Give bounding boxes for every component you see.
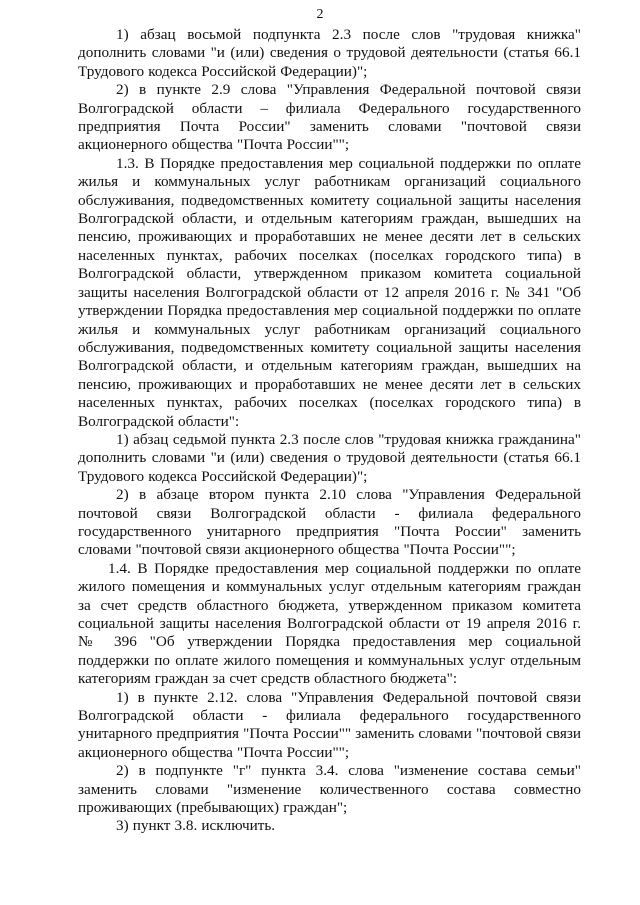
paragraph-3: 1.3. В Порядке предоставления мер социальной поддержки по оплате жилья и коммунальных услуг работникам организаций социального обслуживания, подведомственных комитету социальной защиты населения Волгоградской области, и отдельным категориям граждан, вышедших на пенсию, проживающих и проработавших не менее десяти лет в сельских населенных пунктах, рабочих поселках (поселках городского типа) в Волгоградской области, утвержденном приказом комитета социальной защиты населения Волгоградской области от 12 апреля 2016 г. № 341 "Об утверждении Порядка предоставления мер социальной поддержки по оплате жилья и коммунальных услуг работникам организаций социального обслуживания, подведомственных комитету социальной защиты населения Волгоградской области, и отдельным категориям граждан, вышедших на пенсию, проживающих и проработавших не менее десяти лет в сельских населенных пунктах, рабочих поселках (поселках городского типа) в Волгоградской области": — [78, 154, 581, 430]
document-body — [78, 26, 581, 836]
paragraph-9: 3) пункт 3.8. исключить. — [116, 817, 276, 835]
page-number: 2 — [316, 7, 324, 22]
paragraph-8: 2) в подпункте "г" пункта 3.4. слова "изменение состава семьи" заменить словами "изменение количественного состава совместно проживающих (пребывающих) граждан"; — [78, 762, 581, 817]
paragraph-6: 1.4. В Порядке предоставления мер социальной поддержки по оплате жилого помещения и коммунальных услуг отдельным категориям граждан за счет средств областного бюджета, утвержденном приказом комитета социальной защиты населения Волгоградской области от 19 апреля 2016 г. № 396 "Об утверждении Порядка предоставления мер социальной поддержки по оплате жилого помещения и коммунальных услуг отдельным категориям граждан за счет средств областного бюджета": — [78, 559, 581, 688]
paragraph-1: 1) абзац восьмой подпункта 2.3 после слов "трудовая книжка" дополнить словами "и (или) сведения о трудовой деятельности (статья 66.1 Трудового кодекса Российской Федерации)"; — [78, 26, 581, 80]
paragraph-7: 1) в пункте 2.12. слова "Управления Федеральной почтовой связи Волгоградской области - филиала федерального государственного унитарного предприятия "Почта России"" заменить словами "почтовой связи акционерного общества "Почта России""; — [78, 688, 581, 761]
paragraph-2: 2) в пункте 2.9 слова "Управления Федеральной почтовой связи Волгоградской области – филиала Федерального государственного предприятия Почта России" заменить словами "почтовой связи акционерного общества "Почта России""; — [78, 81, 581, 154]
paragraph-5: 2) в абзаце втором пункта 2.10 слова "Управления Федеральной почтовой связи Волгоградской области - филиала федерального государственного унитарного предприятия "Почта России" заменить словами "почтовой связи акционерного общества "Почта России""; — [78, 486, 581, 559]
paragraph-4: 1) абзац седьмой пункта 2.3 после слов "трудовая книжка гражданина" дополнить словами "и (или) сведения о трудовой деятельности (статья 66.1 Трудового кодекса Российской Федерации)"; — [78, 430, 581, 485]
